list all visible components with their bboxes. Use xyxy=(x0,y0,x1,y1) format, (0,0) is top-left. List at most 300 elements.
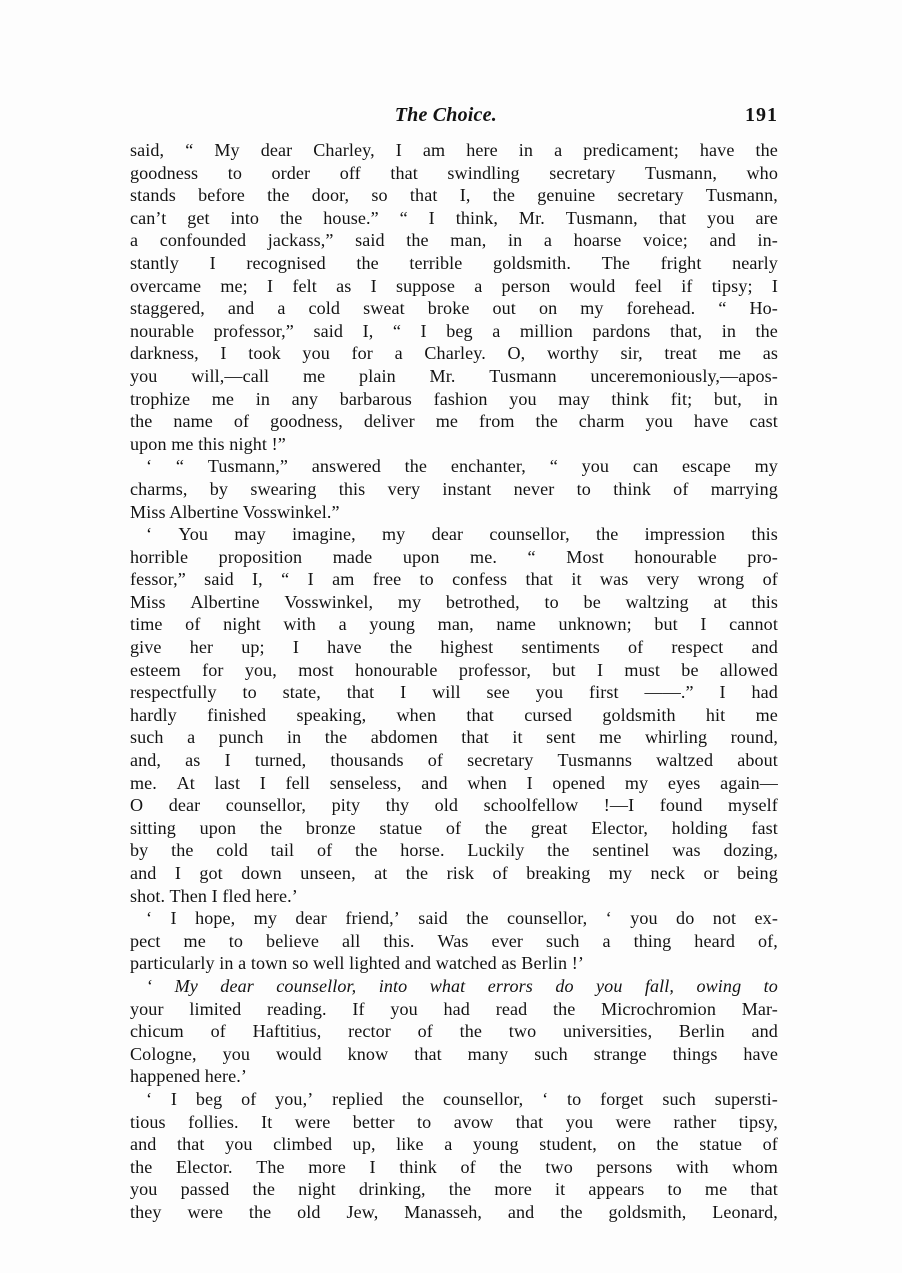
word: statue xyxy=(379,817,423,838)
word: appears xyxy=(588,1179,645,1200)
word: the xyxy=(595,524,619,545)
word: and xyxy=(421,772,448,793)
word: I xyxy=(428,207,435,228)
word: and, xyxy=(130,750,162,771)
word: the xyxy=(466,908,489,929)
word: avow xyxy=(453,1111,494,1132)
word: have xyxy=(327,637,362,658)
word: I xyxy=(395,140,402,160)
body-text xyxy=(130,139,778,1224)
word: cold xyxy=(216,840,248,861)
word: Cologne, xyxy=(130,1043,197,1064)
word: Charley, xyxy=(313,140,375,160)
word: will xyxy=(432,682,461,703)
word: down xyxy=(241,863,282,883)
word: pardons xyxy=(592,320,651,341)
word: my xyxy=(397,591,422,612)
word: to xyxy=(419,569,434,590)
word: and xyxy=(507,1201,535,1222)
word: unknown; xyxy=(558,614,632,635)
word: I, xyxy=(362,320,374,341)
word: imagine, xyxy=(292,524,356,545)
word: whirling xyxy=(644,727,708,748)
word: of, xyxy=(757,930,778,951)
word: such xyxy=(130,727,164,748)
word: darkness, xyxy=(130,343,199,364)
word: a xyxy=(130,230,139,251)
word: cursed xyxy=(524,704,573,725)
word: secretary xyxy=(467,750,534,771)
word: respectfully xyxy=(130,682,217,703)
word: two xyxy=(508,1021,537,1042)
word: round, xyxy=(730,727,778,748)
word: neck xyxy=(650,863,686,883)
word: me xyxy=(183,930,206,951)
word: Mr. xyxy=(429,365,456,386)
word: into xyxy=(230,207,260,228)
word: the xyxy=(560,1201,583,1222)
word: whom xyxy=(732,1156,778,1177)
word: and xyxy=(751,1021,778,1042)
word: “ xyxy=(392,320,401,341)
word: do xyxy=(555,975,574,996)
word: ex- xyxy=(754,908,778,929)
word: made xyxy=(332,546,373,567)
word: pity xyxy=(331,795,361,816)
word: I xyxy=(526,772,533,793)
word: may xyxy=(234,524,266,545)
word: time xyxy=(130,614,163,635)
word: it xyxy=(555,1179,566,1200)
word: beg xyxy=(446,320,473,341)
text-line xyxy=(130,907,778,930)
text-line xyxy=(130,229,778,252)
word: sweat xyxy=(363,298,405,319)
word: secretary xyxy=(617,185,684,206)
text-line xyxy=(130,568,778,591)
word: friend,’ xyxy=(345,908,400,929)
text-line xyxy=(130,207,778,230)
word: they xyxy=(130,1201,162,1222)
word: I xyxy=(400,682,407,703)
word: you xyxy=(565,1111,594,1132)
word: counsellor, xyxy=(489,524,570,545)
word: Tusmann, xyxy=(705,185,778,206)
word: that xyxy=(525,569,553,590)
word: feel xyxy=(634,275,663,296)
paragraph xyxy=(130,975,778,1088)
word: the xyxy=(389,637,413,658)
word: before xyxy=(198,185,245,206)
word: you xyxy=(130,1179,158,1200)
word: sent xyxy=(546,727,576,748)
word: Tusmann,” xyxy=(207,456,288,477)
word: by xyxy=(130,840,149,861)
text-line xyxy=(130,410,778,433)
word: you xyxy=(630,908,658,929)
word: a xyxy=(394,343,403,364)
word: of xyxy=(762,569,778,590)
word: of xyxy=(417,1021,433,1042)
word: that xyxy=(461,727,489,748)
word: to xyxy=(242,682,257,703)
word: rather xyxy=(673,1111,717,1132)
word: for xyxy=(202,659,224,680)
word: the xyxy=(248,1201,272,1222)
text-line xyxy=(130,1178,778,1201)
word: were xyxy=(294,1111,331,1132)
word: the xyxy=(171,840,194,861)
word: upon xyxy=(402,546,440,567)
word: turned, xyxy=(254,750,307,771)
text-line xyxy=(130,862,778,885)
word: that xyxy=(515,1111,544,1132)
word: fell xyxy=(285,772,311,793)
word: thing xyxy=(633,930,672,951)
word: but xyxy=(552,659,576,680)
word: treat xyxy=(664,343,698,364)
text-line xyxy=(130,388,778,411)
word: do xyxy=(676,908,695,929)
word: that xyxy=(658,207,687,228)
word: all xyxy=(341,930,361,951)
word: young xyxy=(472,1134,519,1155)
word: you,’ xyxy=(275,1088,314,1109)
word: O, xyxy=(507,343,526,364)
word: my xyxy=(381,524,406,545)
word: escape xyxy=(682,456,731,477)
word: me xyxy=(599,727,622,748)
word: order xyxy=(271,162,311,183)
word: I xyxy=(771,275,778,296)
word: impression xyxy=(644,524,726,545)
word: goodness xyxy=(130,162,199,183)
word: owing xyxy=(696,975,742,996)
word: the xyxy=(130,411,153,432)
word: horse. xyxy=(400,840,445,861)
word: stands xyxy=(130,185,176,206)
word: that xyxy=(346,682,375,703)
word: my xyxy=(580,298,604,319)
word: you xyxy=(596,975,623,996)
word: goodness, xyxy=(270,411,343,432)
text-line xyxy=(130,365,778,388)
word: think xyxy=(399,1156,437,1177)
word: in xyxy=(286,727,302,748)
word: think xyxy=(611,388,650,409)
word: would xyxy=(275,1043,322,1064)
word: of xyxy=(762,1134,778,1155)
word: ‘ xyxy=(146,975,153,996)
word: am xyxy=(422,140,446,160)
word: myself xyxy=(728,795,778,816)
word: sir, xyxy=(620,343,643,364)
word: deliver xyxy=(363,411,415,432)
word: a xyxy=(277,298,286,319)
word: professor,” xyxy=(213,320,294,341)
word: nourable xyxy=(130,320,195,341)
word: and xyxy=(227,298,255,319)
word: the xyxy=(755,140,778,160)
word: that xyxy=(390,162,418,183)
word: that xyxy=(409,185,438,206)
word: from xyxy=(478,411,515,432)
text-line xyxy=(130,139,778,162)
word: I, xyxy=(252,569,263,590)
word: hoarse xyxy=(573,230,622,251)
text-line xyxy=(130,546,778,569)
word: the xyxy=(535,411,558,432)
word: goldsmith. xyxy=(493,252,571,273)
word: never xyxy=(513,478,555,499)
word: tious xyxy=(130,1111,166,1132)
word: million xyxy=(519,320,573,341)
word: Haftitius, xyxy=(252,1021,322,1042)
word: night xyxy=(223,614,261,635)
word: the xyxy=(755,320,778,341)
word: the xyxy=(401,1088,425,1109)
word: of xyxy=(241,1088,257,1109)
word: out xyxy=(492,298,516,319)
word: of xyxy=(445,817,462,838)
word: her xyxy=(189,637,214,658)
word: the xyxy=(448,1179,472,1200)
word: reading. xyxy=(267,998,327,1019)
word: of xyxy=(628,637,644,658)
word: as xyxy=(185,750,201,771)
text-line xyxy=(130,681,778,704)
word: of xyxy=(492,863,508,883)
text-line xyxy=(130,930,778,953)
word: at xyxy=(374,863,388,883)
word: said, xyxy=(130,140,165,160)
text-line xyxy=(130,726,778,749)
word: hope, xyxy=(195,908,236,929)
paragraph xyxy=(130,523,778,907)
word: honourable xyxy=(634,546,717,567)
word: you xyxy=(302,343,330,364)
word: great xyxy=(530,817,568,838)
word: predicament; xyxy=(583,140,679,160)
word: a xyxy=(474,275,483,296)
word: old xyxy=(297,1201,321,1222)
text-line xyxy=(130,252,778,275)
word: I xyxy=(292,637,299,658)
word: must xyxy=(624,659,660,680)
word: such xyxy=(662,1088,696,1109)
paragraph xyxy=(130,139,778,455)
word: like xyxy=(396,1134,424,1155)
word: here xyxy=(466,140,498,160)
word: the xyxy=(547,840,570,861)
word: a xyxy=(543,230,552,251)
word: a xyxy=(187,727,196,748)
word: the xyxy=(355,840,378,861)
word: worthy xyxy=(546,343,599,364)
word: betrothed, xyxy=(445,591,520,612)
word: passed xyxy=(180,1179,230,1200)
word: think, xyxy=(455,207,499,228)
text-line xyxy=(130,1156,778,1179)
word: the xyxy=(267,185,290,206)
text-line xyxy=(130,455,778,478)
word: the xyxy=(406,230,429,251)
word: very xyxy=(646,569,680,590)
word: of xyxy=(210,1021,226,1042)
word: fashion xyxy=(433,388,488,409)
text-line xyxy=(130,342,778,365)
word: at xyxy=(713,591,727,612)
word: barbarous xyxy=(339,388,412,409)
word: Berlin xyxy=(678,1021,725,1042)
text-line: Miss Albertine Vosswinkel.” xyxy=(130,501,340,522)
word: of xyxy=(185,614,201,635)
word: name xyxy=(173,411,213,432)
word: dozing, xyxy=(723,840,778,861)
word: replied xyxy=(332,1088,384,1109)
word: recognised xyxy=(246,252,326,273)
word: I xyxy=(267,275,274,296)
word: as xyxy=(336,275,352,296)
word: unseen, xyxy=(300,863,356,883)
word: upon xyxy=(199,817,237,838)
word: took xyxy=(248,343,281,364)
word: sitting xyxy=(130,817,176,838)
word: fast xyxy=(751,817,778,838)
word: If xyxy=(352,998,365,1019)
word: I xyxy=(420,320,427,341)
text-line xyxy=(130,591,778,614)
word: bronze xyxy=(305,817,356,838)
word: very xyxy=(387,478,421,499)
word: the xyxy=(499,1156,522,1177)
word: may xyxy=(558,388,590,409)
word: Mr. xyxy=(518,207,545,228)
word: am xyxy=(332,569,355,590)
word: was xyxy=(672,840,701,861)
word: jackass,” xyxy=(267,230,334,251)
word: were xyxy=(187,1201,223,1222)
word: in xyxy=(507,230,523,251)
word: again— xyxy=(720,772,778,793)
text-line xyxy=(130,1111,778,1134)
word: that xyxy=(414,1043,442,1064)
word: Luckily xyxy=(467,840,525,861)
word: to xyxy=(667,1179,682,1200)
word: esteem xyxy=(130,659,181,680)
word: fessor,” xyxy=(130,569,186,590)
word: the xyxy=(656,1134,679,1155)
word: tipsy, xyxy=(738,1111,778,1132)
word: I xyxy=(174,863,181,883)
text-line: happened here.’ xyxy=(130,1066,248,1087)
word: to xyxy=(763,975,778,996)
word: you xyxy=(390,998,418,1019)
word: strange xyxy=(593,1043,647,1064)
word: “ xyxy=(281,569,290,590)
word: Charley. xyxy=(424,343,486,364)
page-number: 191 xyxy=(745,104,778,126)
word: you xyxy=(707,207,735,228)
word: to xyxy=(228,930,244,951)
text-line xyxy=(130,478,778,501)
word: forehead. xyxy=(626,298,696,319)
word: !—I xyxy=(603,795,635,816)
word: can’t xyxy=(130,207,167,228)
text-line xyxy=(130,998,778,1021)
word: suppose xyxy=(395,275,455,296)
word: my xyxy=(754,456,778,477)
word: ‘ xyxy=(146,456,153,477)
text-line xyxy=(130,275,778,298)
word: It xyxy=(261,1111,273,1132)
word: speaking, xyxy=(296,704,367,725)
word: me xyxy=(302,365,326,386)
word: sentinel xyxy=(592,840,650,861)
word: overcame xyxy=(130,275,202,296)
word: was xyxy=(599,569,629,590)
word: The xyxy=(601,252,631,273)
word: man, xyxy=(437,614,474,635)
word: found xyxy=(659,795,703,816)
word: I xyxy=(209,252,216,273)
word: I, xyxy=(459,185,471,206)
word: and xyxy=(709,230,736,251)
word: staggered, xyxy=(130,298,205,319)
word: swearing xyxy=(250,478,317,499)
word: so xyxy=(371,185,388,206)
word: rector xyxy=(348,1021,391,1042)
word: senseless, xyxy=(329,772,402,793)
word: being xyxy=(737,863,778,883)
word: the xyxy=(259,817,283,838)
word: think xyxy=(613,478,651,499)
word: “ xyxy=(527,546,536,567)
word: that xyxy=(177,1134,205,1155)
word: punch xyxy=(218,727,264,748)
word: a xyxy=(554,140,563,160)
word: my xyxy=(253,908,277,929)
word: state, xyxy=(282,682,321,703)
word: it xyxy=(571,569,582,590)
word: up; xyxy=(241,637,265,658)
word: and xyxy=(751,637,778,658)
word: abdomen xyxy=(370,727,438,748)
word: I xyxy=(700,614,707,635)
word: Jew, xyxy=(346,1201,379,1222)
word: that xyxy=(750,1179,778,1200)
word: said xyxy=(418,908,448,929)
word: when xyxy=(396,704,437,725)
word: I xyxy=(220,343,227,364)
word: give xyxy=(130,637,162,658)
word: me xyxy=(718,343,742,364)
word: ‘ xyxy=(146,524,153,545)
word: confounded xyxy=(159,230,247,251)
word: “ xyxy=(399,207,408,228)
word: At xyxy=(176,772,195,793)
word: charm xyxy=(578,411,625,432)
word: charms, xyxy=(130,478,188,499)
word: young xyxy=(369,614,416,635)
text-line xyxy=(130,184,778,207)
word: of xyxy=(233,411,250,432)
word: waltzing xyxy=(625,591,689,612)
paragraph xyxy=(130,1088,778,1224)
word: I xyxy=(307,569,314,590)
word: heard xyxy=(694,930,735,951)
word: counsellor, xyxy=(276,975,357,996)
